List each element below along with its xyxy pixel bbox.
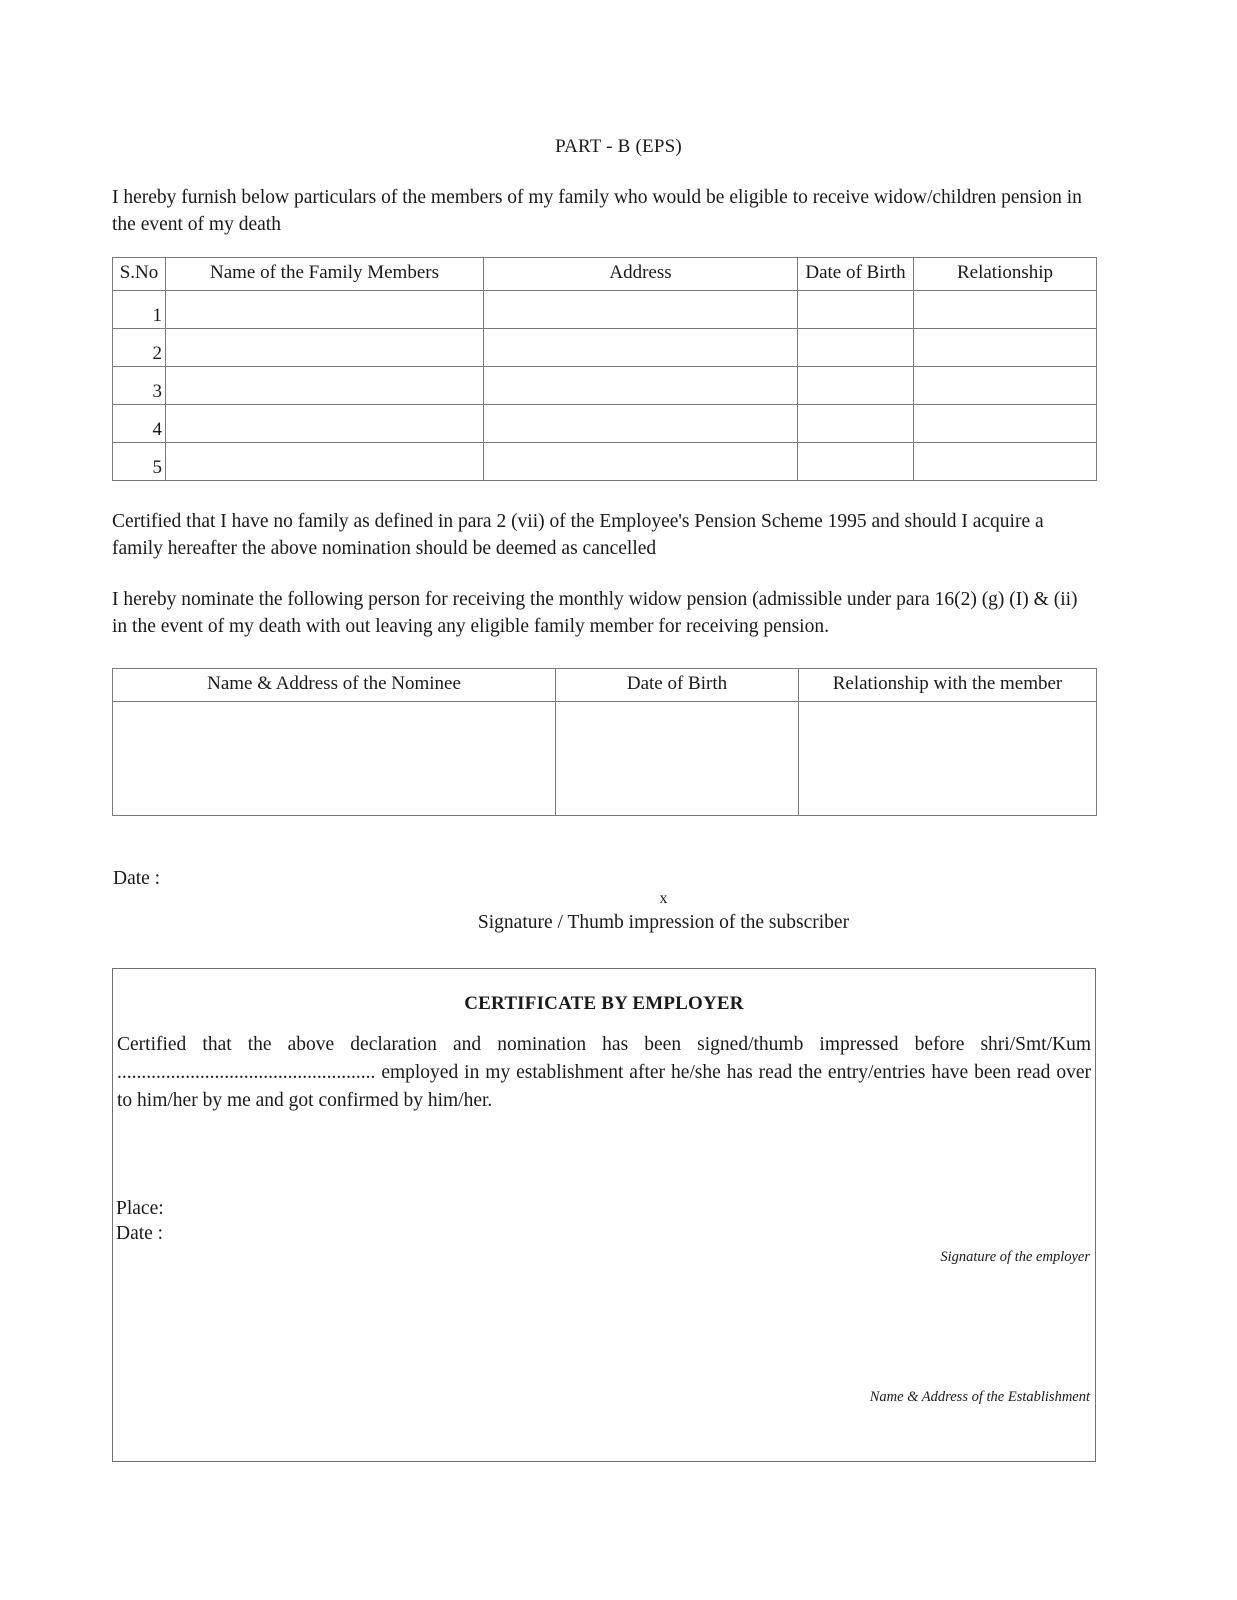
intro-paragraph: I hereby furnish below particulars of the members of my family who would be eligible to receive widow/children pension in the event of my death: [112, 187, 1082, 235]
nominee-header-relationship: Relationship with the member: [799, 669, 1097, 702]
family-row-relationship[interactable]: [914, 367, 1097, 405]
family-header-address: Address: [484, 258, 798, 291]
nominee-row-dob[interactable]: [556, 702, 799, 816]
employer-date-label: Date :: [116, 1223, 164, 1244]
establishment-name-address-caption: Name & Address of the Establishment: [869, 1389, 1090, 1405]
employer-certificate-body: Certified that the above declaration and nomination has been signed/thumb impressed before shri/Smt/Kum ..................................................... employed in my establishment after he/she has read the entry/entries have been read over to him/her by me and got confirmed by him/her.: [117, 1034, 1091, 1111]
nominee-row-name-address[interactable]: [113, 702, 556, 816]
family-row-address[interactable]: [484, 443, 798, 481]
family-row-relationship[interactable]: [914, 291, 1097, 329]
table-row: [113, 405, 1097, 443]
family-row-dob[interactable]: [798, 329, 914, 367]
nominee-table: [112, 668, 1097, 816]
table-row: [113, 443, 1097, 481]
family-header-relationship: Relationship: [914, 258, 1097, 291]
family-row-address[interactable]: [484, 367, 798, 405]
family-row-address[interactable]: [484, 405, 798, 443]
nominee-header-dob: Date of Birth: [556, 669, 799, 702]
family-members-table: [112, 257, 1097, 481]
family-row-name[interactable]: [166, 405, 484, 443]
certified-no-family-paragraph: Certified that I have no family as defined in para 2 (vii) of the Employee's Pension Scheme 1995 and should I acquire a family hereafter the above nomination should be deemed as cancelled: [112, 511, 1044, 559]
page-title: PART - B (EPS): [555, 136, 682, 157]
employer-certificate-box: [112, 968, 1096, 1462]
employer-certificate-heading: CERTIFICATE BY EMPLOYER: [464, 993, 744, 1014]
nominee-header-name-address: Name & Address of the Nominee: [113, 669, 556, 702]
table-header-row: [113, 258, 1097, 291]
nominee-row-relationship[interactable]: [799, 702, 1097, 816]
table-row: [113, 702, 1097, 816]
family-row-dob[interactable]: [798, 405, 914, 443]
table-row: [113, 367, 1097, 405]
signature-mark: x: [659, 890, 668, 907]
subscriber-date-label: Date :: [113, 868, 161, 889]
table-row: [113, 291, 1097, 329]
family-row-name[interactable]: [166, 443, 484, 481]
family-header-name: Name of the Family Members: [166, 258, 484, 291]
family-row-sno: 3: [113, 367, 166, 405]
family-row-dob[interactable]: [798, 443, 914, 481]
family-row-dob[interactable]: [798, 291, 914, 329]
table-row: [113, 329, 1097, 367]
family-row-name[interactable]: [166, 329, 484, 367]
family-row-address[interactable]: [484, 329, 798, 367]
employer-signature-caption: Signature of the employer: [940, 1249, 1090, 1265]
family-header-sno: S.No: [113, 258, 166, 291]
family-row-sno: 1: [113, 291, 166, 329]
family-row-sno: 2: [113, 329, 166, 367]
subscriber-signature-caption: Signature / Thumb impression of the subscriber: [477, 912, 850, 933]
family-row-name[interactable]: [166, 291, 484, 329]
family-row-relationship[interactable]: [914, 405, 1097, 443]
table-header-row: [113, 669, 1097, 702]
family-row-relationship[interactable]: [914, 443, 1097, 481]
family-row-address[interactable]: [484, 291, 798, 329]
family-row-name[interactable]: [166, 367, 484, 405]
family-row-relationship[interactable]: [914, 329, 1097, 367]
employer-place-date-block: [116, 1196, 164, 1246]
family-row-sno: 5: [113, 443, 166, 481]
family-row-dob[interactable]: [798, 367, 914, 405]
nominate-widow-pension-paragraph: I hereby nominate the following person for receiving the monthly widow pension (admissible under para 16(2) (g) (I) & (ii) in the event of my death with out leaving any eligible family member for receiving pension.: [112, 589, 1078, 637]
family-header-dob: Date of Birth: [798, 258, 914, 291]
family-row-sno: 4: [113, 405, 166, 443]
employer-place-label: Place:: [116, 1198, 164, 1219]
